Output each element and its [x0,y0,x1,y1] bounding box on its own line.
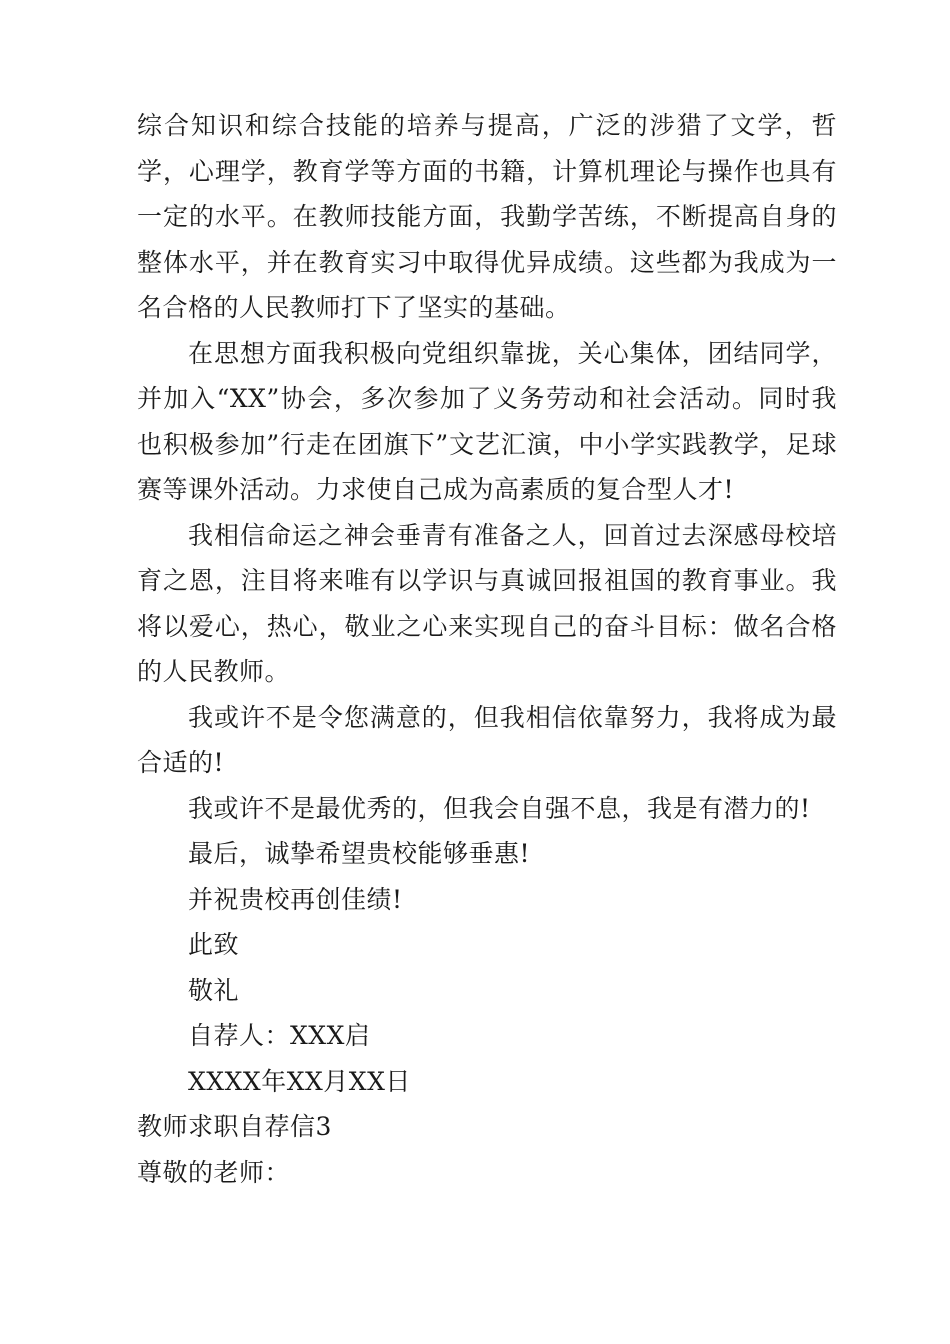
line-potential: 我或许不是最优秀的，但我会自强不息，我是有潜力的! [188,793,811,823]
document-body [137,103,837,1195]
date-line: XXXX年XX月XX日 [188,1066,411,1096]
signature-line: 自荐人：XXX启 [188,1021,371,1050]
next-letter-salutation: 尊敬的老师： [137,1157,291,1187]
next-letter-title: 教师求职自荐信3 [137,1112,332,1141]
line-closing-wish: 最后，诚挚希望贵校能够垂惠! [188,839,531,868]
line-blessing: 并祝贵校再创佳绩! [188,884,403,914]
line-salute-1: 此致 [188,930,240,959]
paragraph-aspiration: 我相信命运之神会垂青有准备之人，回首过去深感母校培育之恩，注目将来唯有以学识与真诚回报祖国的教育事业。我将以爱心，热心，敬业之心来实现自己的奋斗目标：做名合格的人民教师。 [137,520,837,686]
paragraph-satisfaction: 我或许不是令您满意的，但我相信依靠努力，我将成为最合适的! [137,702,837,777]
paragraph-education: 综合知识和综合技能的培养与提高，广泛的涉猎了文学，哲学，心理学，教育学等方面的书籍，计算机理论与操作也具有一定的水平。在教师技能方面，我勤学苦练，不断提高自身的整体水平，并在教育实习中取得优异成绩。这些都为我成为一名合格的人民教师打下了坚实的基础。 [137,111,837,322]
line-salute-2: 敬礼 [188,975,240,1005]
paragraph-ideology: 在思想方面我积极向党组织靠拢，关心集体，团结同学，并加入“XX”协会，多次参加了义务劳动和社会活动。同时我也积极参加”行走在团旗下”文艺汇演，中小学实践教学，足球赛等课外活动。力求使自己成为高素质的复合型人才! [137,338,837,504]
